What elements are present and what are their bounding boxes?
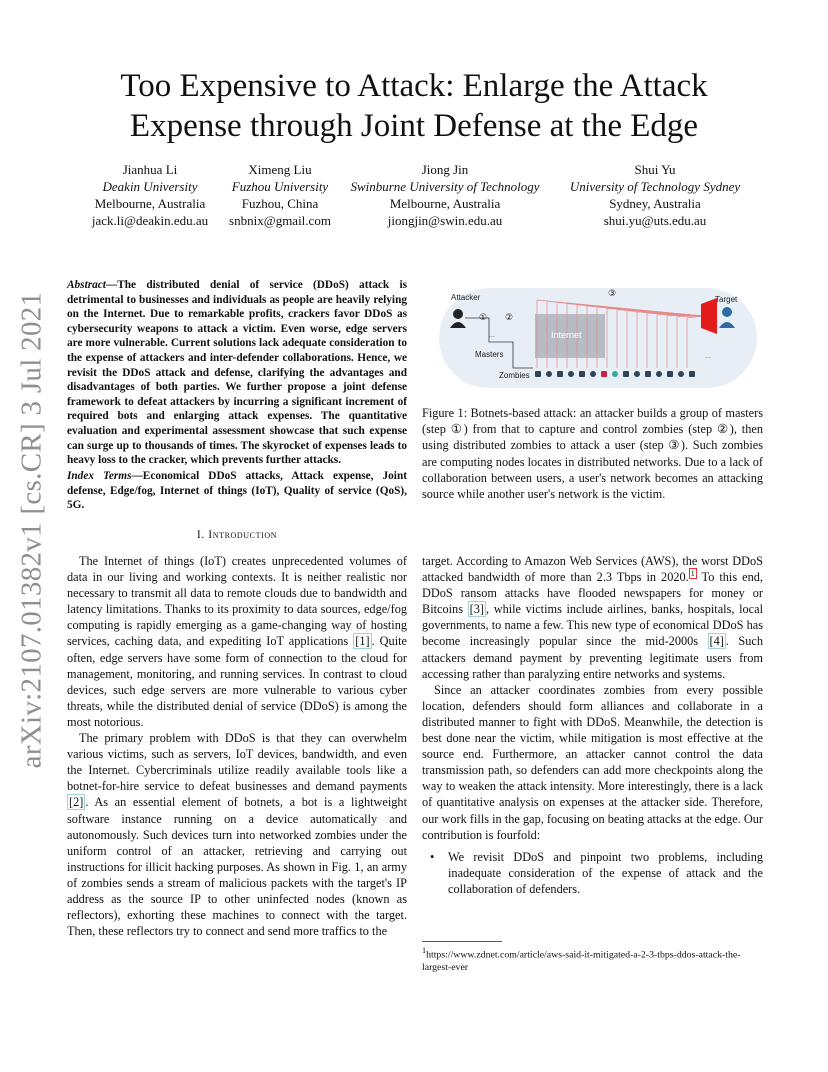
contribution-list-item [422,849,763,897]
bullet-icon: • [430,849,435,864]
arxiv-sidebar-stamp [4,291,60,769]
text-run: ) from that to capture and control zombies (step [463,422,717,437]
paper-title: Too Expensive to Attack: Enlarge the Attack Expense through Joint Defense at the Edge [120,68,708,144]
paragraph [67,553,407,730]
text-run: . As an essential element of botnets, a bot is a lightweight software instance running on a device automatically and autonomously. Such devices turn into networked zombies under the uniform control of an attacker, retrieving and carrying out instructions for illicit hacking purposes. As shown in Fig. 1, an army of zombies sends a stream of malicious packets with the target's IP address as the source IP to other uninfected nodes (known as reflectors), exhorting these machines to connect with the target. Then, these reflectors try to connect and send more traffics to the [67,795,407,939]
abstract-lead: Abstract [67,279,106,291]
introduction-right-column [422,553,763,897]
author-location: Fuzhou, China [241,196,319,211]
abstract-text: —The distributed denial of service (DDoS) attack is detrimental to businesses and individuals as people are heavily relying on the Internet. Due to remarkable profits, crackers favor DDoS as cybersecurity weapons to attack a victim. Even worse, edge servers are more vulnerable. Current solutions lack adequate consideration to the expense of attackers and inter-defender collaborations. Hence, we revisit the DDoS attack and defense, clarifying the advantages and disadvantages of both parties. We further propose a joint defense framework to defeat attackers by incurring a significant increment of required bots and enlarging attack expenses. The quantitative evaluation and experimental assessment showcase that such expense can surge up to thousands of times. The skyrocket of expenses leads to heavy loss to the cracker, which prevents further attacks. [67,279,407,467]
abstract [67,278,407,468]
author-name: Jiong Jin [421,162,469,177]
step-2-marker: ② [505,313,514,323]
text-run: ), then using distributed zombies to attack a user (step [422,422,763,453]
index-terms-lead: Index Terms [67,470,132,482]
text-run: . Such attackers demand payment by preventing legitimate users from accessing rather than paralyzing entire networks and systems. [422,634,763,681]
step-1-symbol: ① [450,422,464,437]
section-heading-text: I. Introduction [196,529,278,541]
paragraph: Since an attacker coordinates zombies from every possible location, defenders should form alliances and collaborate in a distributed manner to fight with DDoS. Meanwhile, the detection is best done near the victim, while mitigation is most effective at the source end. Furthermore, an attacker cannot control the data transmission path, so defenders can add more checkpoints along the way to weaken the attack intensity. More interestingly, there is a lack of quantitative analysis on expenses at the attacker side. Therefore, our work fills in the gap, focusing on beating attacks at the edge. Our contribution is fourfold: [422,682,763,842]
text-run: The Internet of things (IoT) creates unprecedented volumes of data in our living and working contexts. It is neither realistic nor necessary to transmit all data to remote clouds due to bandwidth and latency limitations. Thanks to its proximity to data sources, edge/fog computing is rapidly emerging as a game-changing way of hosting services, caching data, and expediting IoT applications [67,554,407,649]
footnote [422,944,763,974]
index-terms-text: —Economical DDoS attacks, Attack expense, Joint defense, Edge/fog, Internet of things (IoT), Quality of service (QoS), 5G. [67,470,407,512]
footnote-reference[interactable]: 1 [690,569,695,578]
text-run: . Quite often, edge servers have some form of connection to the cloud for management, monitoring, and running services. In contrast to cloud devices, such edge servers are more vulnerable to various cyber threats, while the distributed denial of service (DDoS) is among the most notorious. [67,634,407,729]
author-name: Jianhua Li [122,162,178,177]
text-run: To this end, DDoS ransom attacks have flooded newspapers for money or Bitcoins [422,570,763,617]
author-email: jiongjin@swin.edu.au [387,213,503,228]
author-email: snbnix@gmail.com [229,213,331,228]
author-name: Ximeng Liu [248,162,312,177]
internet-label: Internet [551,330,582,340]
author-affiliation: Swinburne University of Technology [350,179,540,194]
ellipsis-label: ... [705,353,711,360]
botnet-diagram [425,282,763,396]
step-2-symbol: ② [716,422,730,437]
author-block [70,161,758,236]
author-email: shui.yu@uts.edu.au [603,213,707,228]
author-3 [340,161,550,229]
masters-label: Masters [475,350,504,359]
arxiv-identifier: arXiv:2107.01382v1 [cs.CR] 3 Jul 2021 [15,291,48,769]
author-affiliation: University of Technology Sydney [569,179,741,194]
step-3-marker: ③ [608,289,617,299]
citation-link[interactable]: [1] [355,634,370,649]
index-terms [67,469,407,513]
target-label: Target [715,295,738,304]
citation-link[interactable]: [4] [709,634,724,649]
paragraph [422,553,763,682]
botnet-figure [425,282,763,396]
author-2 [220,161,340,229]
citation-link[interactable]: [3] [469,602,484,617]
text-run: The primary problem with DDoS is that they can overwhelm various victims, such as servers, IoT devices, bandwidth, and even the Internet. Cybercriminals utilize readily available tools like a botnet-for-hire service to defeat businesses and demand payments [67,731,407,794]
list-item-text: We revisit DDoS and pinpoint two problems, including inadequate consideration of the expense of attack and the collaboration of defenders. [448,849,763,896]
author-name: Shui Yu [634,162,676,177]
text-run: Figure 1: Botnets-based attack: an attacker builds a group of masters (step [422,406,763,437]
author-affiliation: Deakin University [102,179,198,194]
author-location: Melbourne, Australia [389,196,501,211]
attacker-label: Attacker [451,293,481,302]
step-1-marker: ① [479,313,488,323]
zombies-label: Zombies [499,371,530,380]
text-run: ). Such zombies are computing nodes locates in distributed networks. Due to a lack of collaboration between users, a user's network becomes an attacking source while another user's network is the victim. [422,438,763,502]
step-3-symbol: ③ [668,438,681,453]
figure-caption [422,405,763,502]
footnote-divider [422,941,502,942]
author-affiliation: Fuzhou University [231,179,329,194]
footnote-url[interactable]: https://www.zdnet.com/article/aws-said-it-mitigated-a-2-3-tbps-ddos-attack-the-largest-ever [422,949,741,974]
zombie-device-icons [535,371,695,377]
text-run: , while victims include airlines, banks, hospitals, local governments, to name a few. This new type of economical DDoS has become increasingly popular since the mid-2000s [422,602,763,649]
author-1 [70,161,230,229]
author-location: Sydney, Australia [609,196,701,211]
ellipsis-label: ... [489,332,495,339]
author-4 [555,161,755,229]
citation-link[interactable]: [2] [69,795,84,810]
paragraph [67,730,407,939]
introduction-left-column [67,553,407,939]
author-email: jack.li@deakin.edu.au [91,213,209,228]
section-heading [67,529,407,541]
footnote-mark: 1 [422,946,427,955]
author-location: Melbourne, Australia [94,196,206,211]
text-run: target. According to Amazon Web Services (AWS), the worst DDoS attacked bandwidth of more than 2.3 Tbps in 2020. [422,554,763,585]
